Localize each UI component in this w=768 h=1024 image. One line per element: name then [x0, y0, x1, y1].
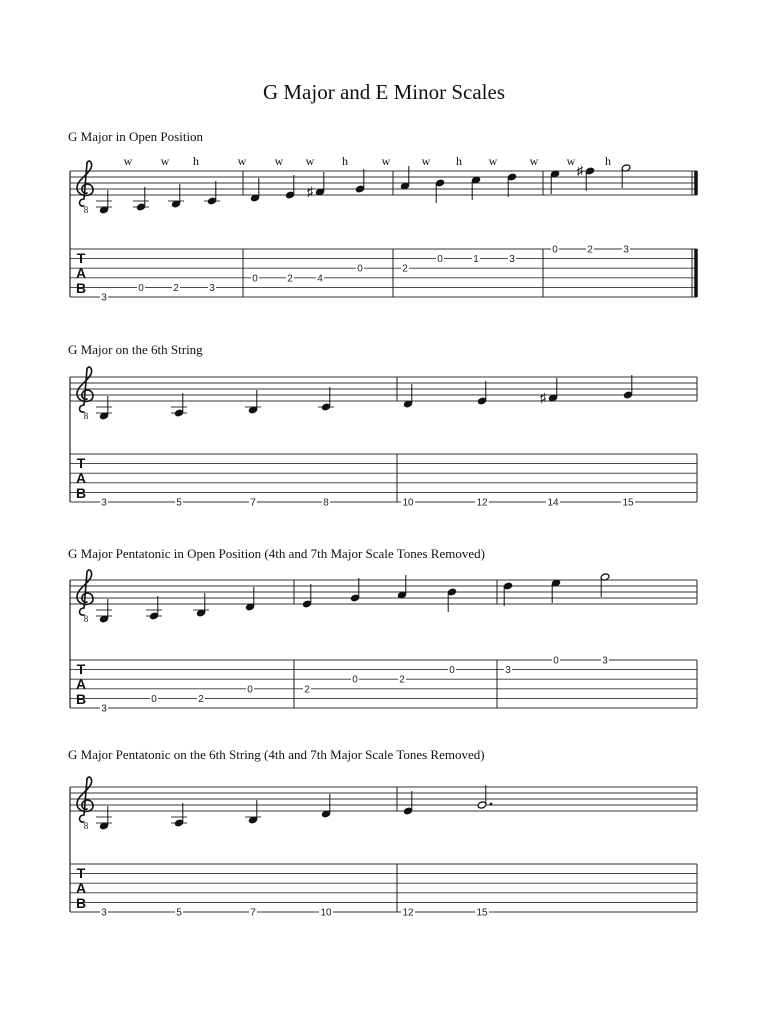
tab-fret-number: 0 — [252, 273, 258, 285]
scale-system-g-pentatonic-open — [68, 546, 697, 715]
clef-octave-mark: 8 — [83, 821, 89, 831]
section-title: G Major on the 6th String — [68, 342, 203, 357]
clef-octave-mark: 8 — [83, 614, 89, 624]
tab-fret-number: 8 — [323, 497, 329, 509]
tab-fret-number: 3 — [623, 244, 629, 256]
interval-label: h — [605, 154, 611, 168]
clef-octave-mark: 8 — [83, 205, 89, 215]
treble-clef-icon — [77, 367, 93, 412]
interval-label: w — [160, 154, 170, 168]
tab-clef-b: B — [75, 895, 87, 911]
interval-label: w — [237, 154, 247, 168]
tab-fret-number: 0 — [449, 665, 455, 677]
tab-fret-number: 3 — [101, 907, 107, 919]
tab-fret-number: 15 — [476, 907, 488, 919]
scale-systems — [68, 129, 697, 919]
tab-clef-a: A — [75, 470, 87, 486]
scale-system-g-pentatonic-6th-string — [68, 747, 697, 919]
tab-fret-number: 0 — [552, 244, 558, 256]
tab-fret-number: 2 — [304, 684, 310, 696]
section-title: G Major in Open Position — [68, 129, 204, 144]
tab-clef-b: B — [75, 485, 87, 501]
tab-fret-number: 0 — [357, 263, 363, 275]
scale-system-g-major-open — [68, 129, 697, 304]
tab-fret-number: 3 — [101, 703, 107, 715]
tab-fret-number: 12 — [476, 497, 488, 509]
interval-label: h — [342, 154, 348, 168]
treble-clef-icon — [77, 570, 93, 615]
treble-clef-icon — [77, 161, 93, 206]
tab-clef-a: A — [75, 676, 87, 692]
tab-clef-b: B — [75, 691, 87, 707]
tab-clef-t: T — [76, 661, 86, 677]
tab-fret-number: 1 — [473, 254, 479, 266]
tab-fret-number: 3 — [602, 655, 608, 667]
page-title: G Major and E Minor Scales — [262, 80, 506, 104]
tab-fret-number: 2 — [402, 263, 408, 275]
tab-fret-number: 2 — [587, 244, 593, 256]
tab-clef-a: A — [75, 265, 87, 281]
tab-fret-number: 10 — [320, 907, 332, 919]
sharp-icon: ♯ — [539, 390, 547, 405]
tab-fret-number: 3 — [209, 282, 215, 294]
tab-fret-number: 2 — [287, 273, 293, 285]
tab-fret-number: 12 — [402, 907, 414, 919]
tab-fret-number: 0 — [352, 674, 358, 686]
tab-clef-t: T — [76, 250, 86, 266]
augmentation-dot — [490, 803, 493, 806]
tab-fret-number: 3 — [101, 497, 107, 509]
tab-fret-number: 0 — [553, 655, 559, 667]
sharp-icon: ♯ — [306, 184, 314, 199]
tab-fret-number: 5 — [176, 907, 182, 919]
tab-clef-a: A — [75, 880, 87, 896]
sharp-icon: ♯ — [576, 163, 584, 178]
clef-octave-mark: 8 — [83, 411, 89, 421]
tab-fret-number: 2 — [173, 282, 179, 294]
interval-label: w — [566, 154, 576, 168]
interval-label: w — [274, 154, 284, 168]
interval-label: w — [488, 154, 498, 168]
tab-fret-number: 10 — [402, 497, 414, 509]
tab-fret-number: 14 — [547, 497, 559, 509]
tab-clef-b: B — [75, 280, 87, 296]
tab-clef-t: T — [76, 865, 86, 881]
scale-system-g-major-6th-string — [68, 342, 697, 509]
interval-label: w — [421, 154, 431, 168]
tab-fret-number: 2 — [399, 674, 405, 686]
section-title: G Major Pentatonic in Open Position (4th and 7th Major Scale Tones Removed) — [68, 546, 485, 561]
tab-fret-number: 3 — [101, 292, 107, 304]
tab-fret-number: 15 — [622, 497, 634, 509]
tab-fret-number: 7 — [250, 497, 256, 509]
tab-fret-number: 7 — [250, 907, 256, 919]
tab-fret-number: 3 — [509, 254, 515, 266]
interval-label: w — [123, 154, 133, 168]
tab-fret-number: 5 — [176, 497, 182, 509]
tab-fret-number: 0 — [138, 282, 144, 294]
interval-label: w — [305, 154, 315, 168]
interval-label: h — [193, 154, 199, 168]
section-title: G Major Pentatonic on the 6th String (4th and 7th Major Scale Tones Removed) — [68, 747, 485, 762]
interval-label: h — [456, 154, 462, 168]
interval-label: w — [529, 154, 539, 168]
interval-label: w — [381, 154, 391, 168]
tab-fret-number: 3 — [505, 665, 511, 677]
tab-fret-number: 0 — [247, 684, 253, 696]
tab-fret-number: 2 — [198, 693, 204, 705]
tab-fret-number: 0 — [151, 693, 157, 705]
tab-fret-number: 0 — [437, 254, 443, 266]
tab-clef-t: T — [76, 455, 86, 471]
treble-clef-icon — [77, 777, 93, 822]
tab-fret-number: 4 — [317, 273, 323, 285]
